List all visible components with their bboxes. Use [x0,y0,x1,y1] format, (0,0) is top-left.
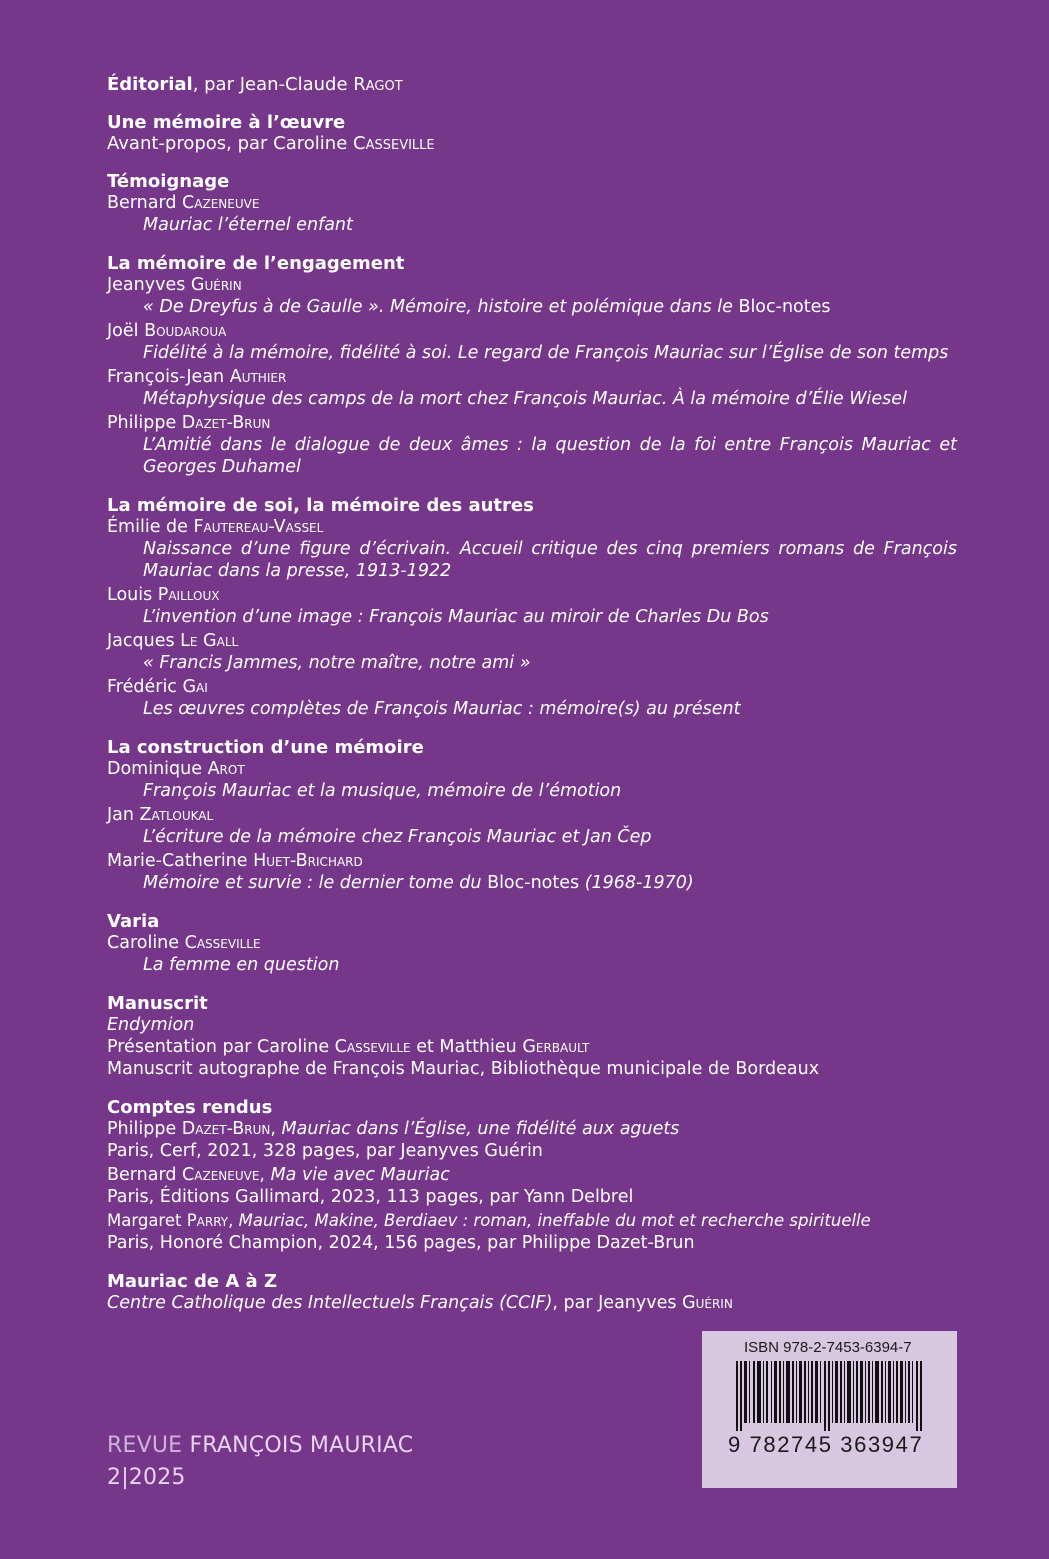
author-surname: Le Gall [180,631,239,651]
list-item [107,758,957,802]
author-name: Émilie de [107,517,194,537]
publication-info: Paris, Cerf, 2021, 328 pages, par Jeanyves Guérin [107,1141,543,1161]
list-item: Bernard Cazeneuve, Ma vie avec Mauriac Paris, Éditions Gallimard, 2023, 113 pages, par Yann Delbrel [107,1164,957,1208]
list-item: Philippe Dazet-Brun, Mauriac dans l’Église, une fidélité aux aguets Paris, Cerf, 2021, 328 pages, par Jeanyves Guérin [107,1118,957,1162]
editorial-by: , par Jean-Claude [192,74,354,95]
publication-info: Paris, Honoré Champion, 2024, 156 pages, par Philippe Dazet-Brun [107,1233,695,1253]
section-title: Une mémoire à l’œuvre [107,112,346,133]
author-surname: Cazeneuve [182,193,260,213]
author-surname: Arot [207,759,245,779]
article-title: « De Dreyfus à de Gaulle ». Mémoire, histoire et polémique dans le [143,297,739,317]
list-item [107,320,957,364]
article-title: Métaphysique des camps de la mort chez François Mauriac. À la mémoire d’Élie Wiesel [143,389,907,409]
article-title: Mémoire et survie : le dernier tome du [143,873,488,893]
author-name: Margaret [107,1211,187,1230]
section-title: Témoignage [107,171,230,192]
section-manuscrit [107,994,957,1080]
article-title: « Francis Jammes, notre maître, notre ami » [143,653,531,673]
isbn-barcode-box [702,1331,957,1488]
book-title: Mauriac dans l’Église, une fidélité aux aguets [281,1119,680,1139]
editorial-surname: Ragot [353,74,403,95]
section-construction [107,738,957,894]
list-item [107,366,957,410]
article-title: Fidélité à la mémoire, fidélité à soi. Le regard de François Mauriac sur l’Église de son temps [143,343,949,363]
author-surname: Casseville [353,133,435,154]
author-name: Frédéric [107,677,183,697]
section-engagement [107,254,957,478]
author-surname: Gai [182,677,208,697]
author-name: Jan [107,805,140,825]
section-une-memoire [107,113,957,154]
author-surname: Fautereau-Vassel [193,517,324,537]
author-surname: Huet-Brichard [253,851,363,871]
section-title: Comptes rendus [107,1097,273,1118]
journal-name: FRANÇOIS MAURIAC [189,1433,414,1458]
section-comptes-rendus [107,1098,957,1254]
section-temoignage [107,172,957,236]
revue-label: REVUE [107,1433,183,1458]
list-item [107,630,957,674]
article-title: François Mauriac et la musique, mémoire de l’émotion [143,781,622,801]
author-surname: Authier [229,367,287,387]
article-title-tail: (1968-1970) [579,873,694,893]
section-mauriac-a-z [107,1272,957,1314]
list-item [107,850,957,894]
list-item [107,274,957,318]
presentation-line-b: et Matthieu [410,1037,523,1057]
list-item: Margaret Parry, Mauriac, Makine, Berdiaev : roman, ineffable du mot et recherche spirituelle Paris, Honoré Champion, 2024, 156 pages, par Philippe Dazet-Brun [107,1210,957,1254]
manuscript-source: Manuscrit autographe de François Mauriac, Bibliothèque municipale de Bordeaux [107,1059,820,1079]
author-surname: Boudaroua [144,321,227,341]
author-surname: Dazet-Brun [181,1119,271,1139]
section-editorial [107,75,957,95]
publication-info: Paris, Éditions Gallimard, 2023, 113 pages, par Yann Delbrel [107,1187,634,1207]
section-varia [107,912,957,976]
article-title: La femme en question [143,955,340,975]
article-title: Centre Catholique des Intellectuels Français (CCIF) [107,1293,553,1313]
author-name: Bernard [107,1165,183,1185]
author-name: Jeanyves [107,275,191,295]
presentation-line: Présentation par Caroline [107,1037,335,1057]
journal-footer [107,1430,413,1494]
author-surname: Guérin [190,275,242,295]
author-surname: Casseville [184,933,261,953]
author-surname: Cazeneuve [182,1165,260,1185]
barcode-icon [736,1361,928,1431]
section-title: Mauriac de A à Z [107,1271,278,1292]
editorial-label: Éditorial [107,74,193,95]
author-name: Joël [107,321,145,341]
author-name: Philippe [107,413,182,433]
manuscript-title: Endymion [107,1015,195,1035]
author-name: Dominique [107,759,208,779]
article-title-upright: Bloc-notes [487,873,580,893]
author-name: Louis [107,585,158,605]
author-surname: Zatloukal [139,805,214,825]
list-item [107,516,957,582]
list-item [107,804,957,848]
section-title: La mémoire de soi, la mémoire des autres [107,495,534,516]
article-title: Naissance d’une figure d’écrivain. Accueil critique des cinq premiers romans de François Mauriac dans la presse, 1913-1922 [143,539,957,581]
list-item [107,584,957,628]
table-of-contents [107,75,957,1332]
issue-number: 2|2025 [107,1465,186,1490]
list-item [107,412,957,478]
author-surname: Gerbault [522,1037,590,1057]
section-title: La construction d’une mémoire [107,737,424,758]
author-name: Marie-Catherine [107,851,254,871]
article-title-upright: Bloc-notes [738,297,831,317]
section-title: La mémoire de l’engagement [107,253,405,274]
article-title: Les œuvres complètes de François Mauriac : mémoire(s) au présent [143,699,741,719]
author-name: François-Jean [107,367,230,387]
author-surname: Guérin [682,1293,733,1313]
book-title: Mauriac, Makine, Berdiaev : roman, ineffable du mot et recherche spirituelle [238,1211,871,1230]
article-title: L’écriture de la mémoire chez François Mauriac et Jan Čep [143,827,652,847]
avant-propos-line: Avant-propos, par Caroline [107,133,354,154]
author-surname: Dazet-Brun [181,413,271,433]
barcode-number: 9 782745 363947 [728,1432,924,1457]
section-title: Manuscrit [107,993,208,1014]
article-title: L’invention d’une image : François Mauriac au miroir de Charles Du Bos [143,607,769,627]
article-title: L’Amitié dans le dialogue de deux âmes : la question de la foi entre François Mauriac et Georges Duhamel [143,435,957,477]
author-name: Caroline [107,933,185,953]
author-surname: Casseville [334,1037,411,1057]
isbn-label: ISBN 978-2-7453-6394-7 [744,1339,912,1356]
by-line: , par Jeanyves [552,1293,683,1313]
author-name: Bernard [107,193,183,213]
list-item [107,676,957,720]
section-memoire-de-soi [107,496,957,720]
author-name: Philippe [107,1119,182,1139]
article-title: Mauriac l’éternel enfant [143,215,353,235]
author-surname: Parry [186,1211,229,1230]
author-name: Jacques [107,631,181,651]
section-title: Varia [107,911,160,932]
author-surname: Pailloux [157,585,220,605]
book-title: Ma vie avec Mauriac [270,1165,450,1185]
